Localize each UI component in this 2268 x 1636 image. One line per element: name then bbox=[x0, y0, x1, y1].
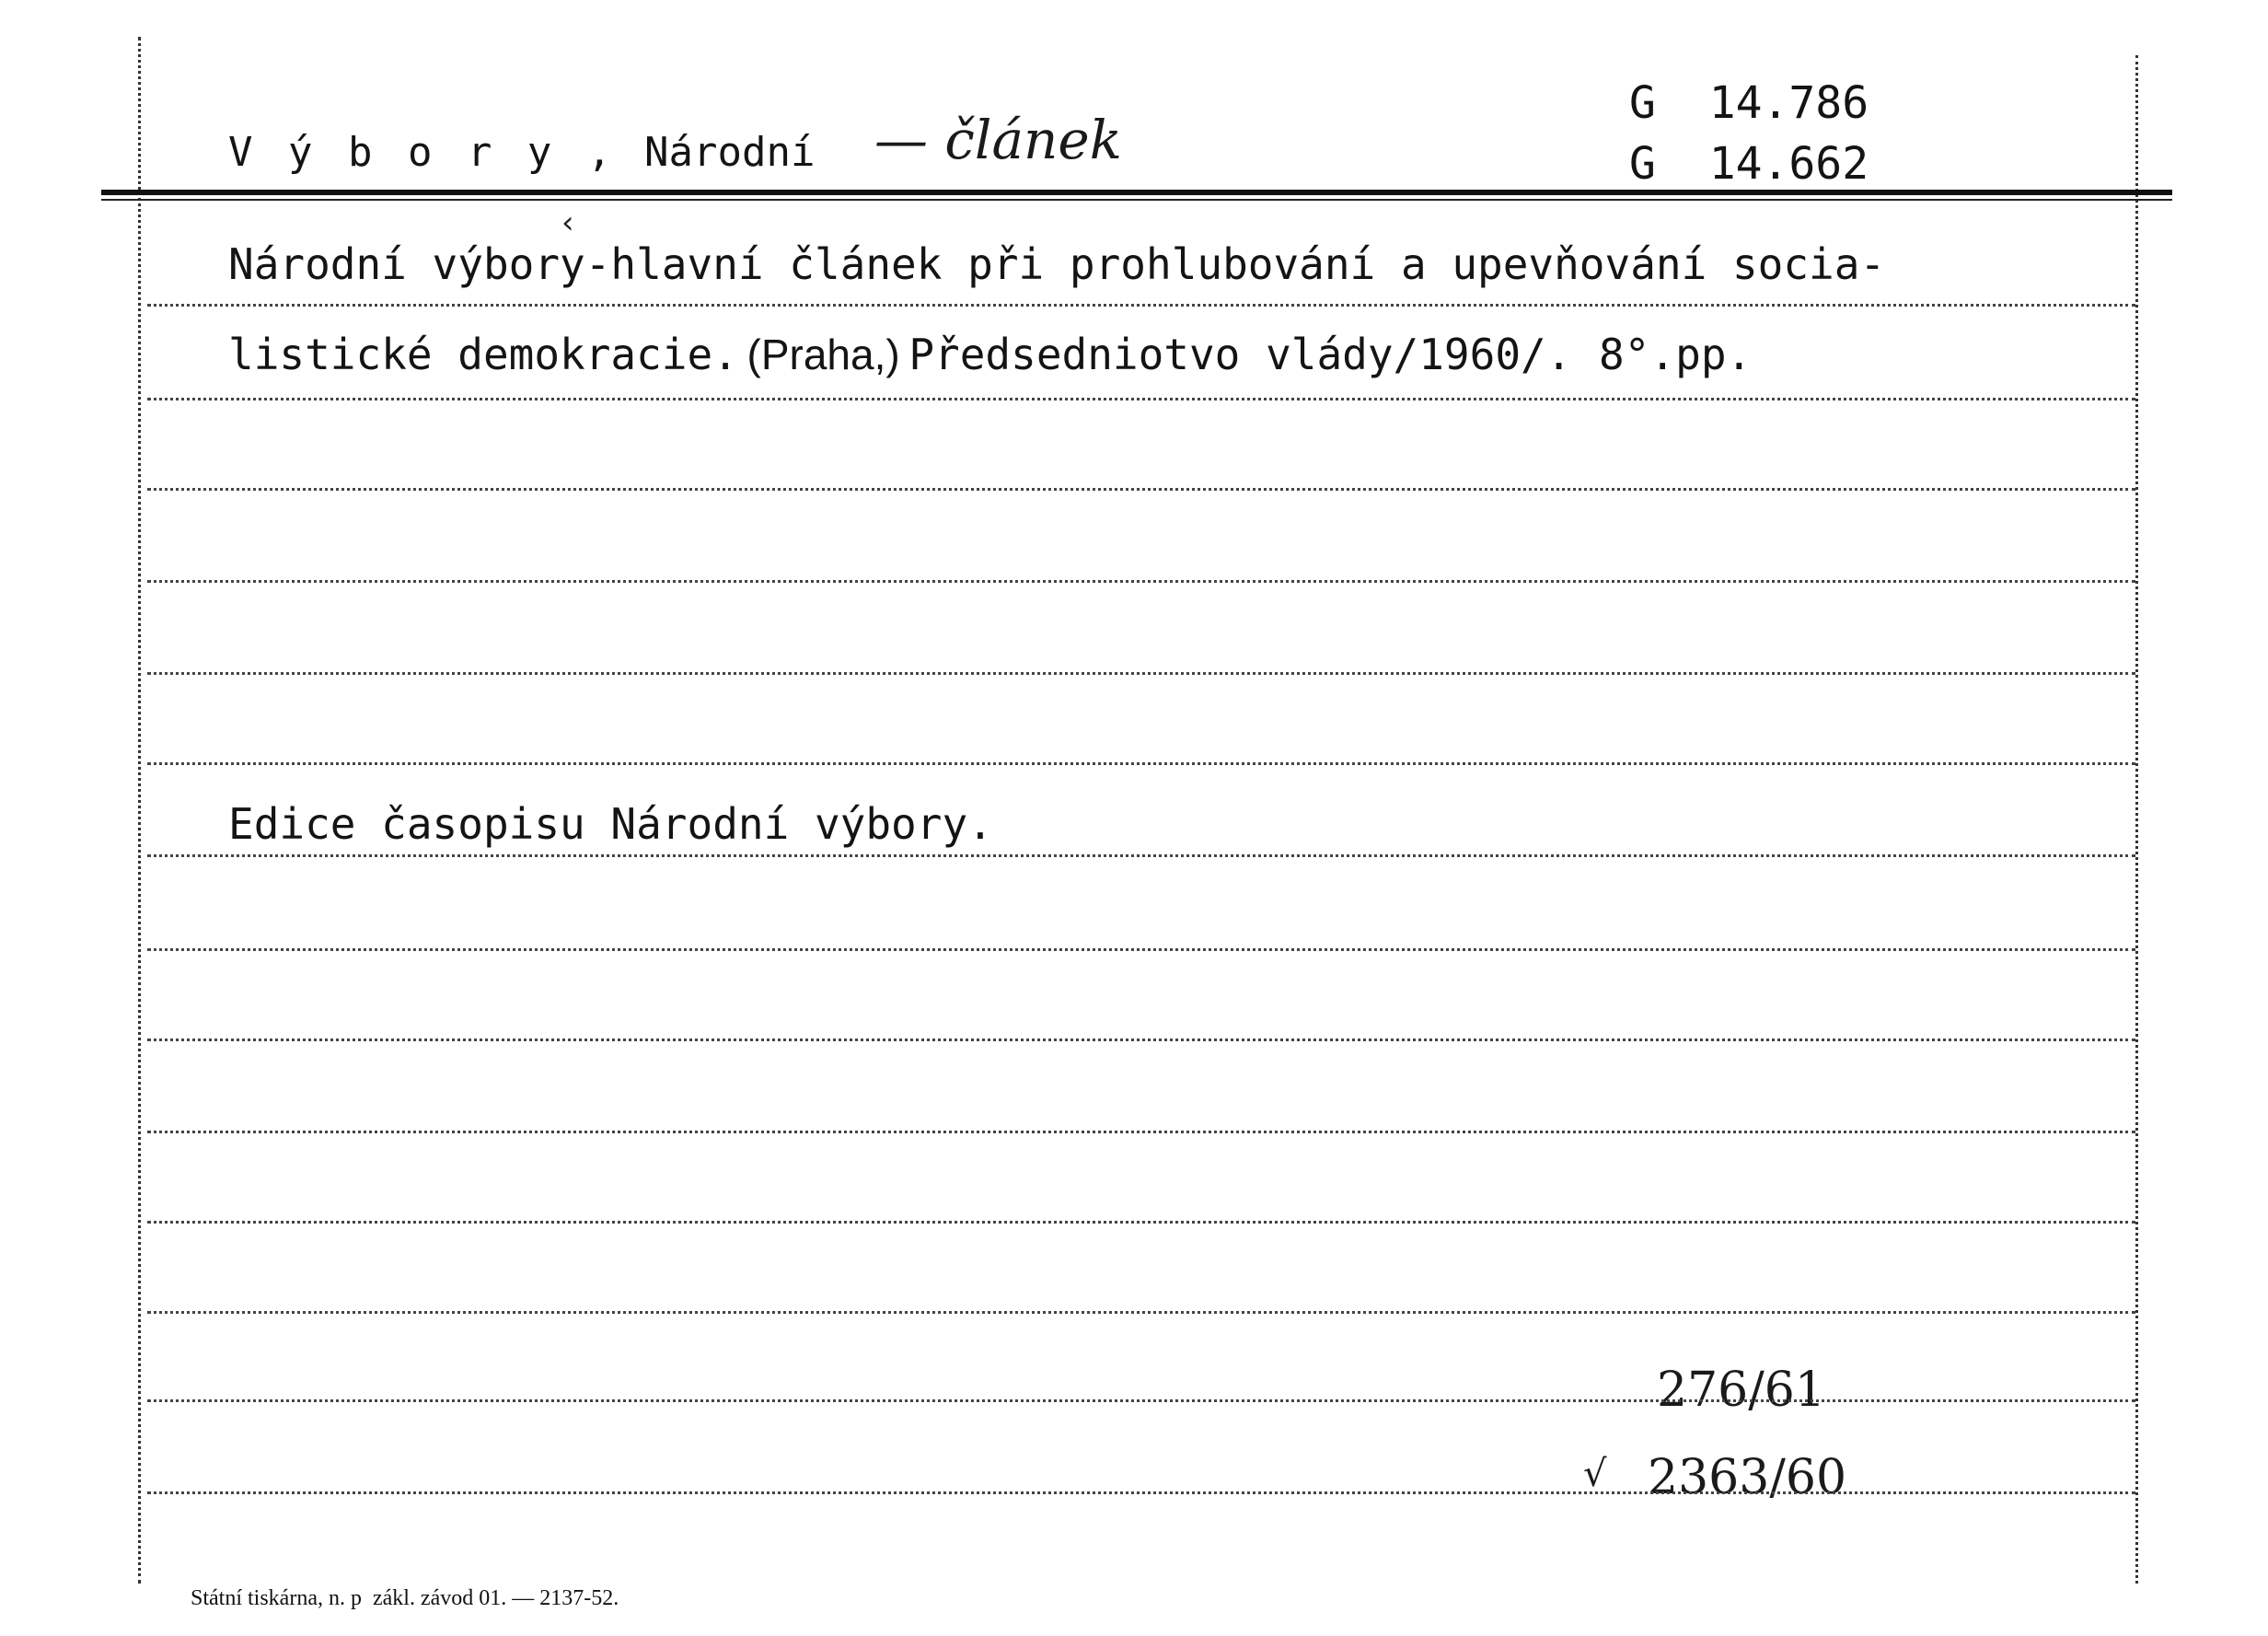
left-margin-line bbox=[138, 37, 141, 1584]
ruled-line bbox=[147, 1491, 2135, 1494]
heading-name: Národní bbox=[644, 129, 816, 176]
ruled-line bbox=[147, 762, 2135, 765]
right-margin-line bbox=[2135, 55, 2138, 1584]
ruled-line bbox=[147, 488, 2135, 491]
caret-mark: ‹ bbox=[561, 204, 574, 241]
heading-rule bbox=[101, 190, 2172, 195]
ruled-line bbox=[147, 672, 2135, 675]
printer-imprint: Státní tiskárna, n. p zákl. závod 01. — 2137-52. bbox=[191, 1586, 619, 1610]
ruled-line bbox=[147, 1399, 2135, 1402]
accession-number-2: 2363/60 bbox=[1648, 1450, 1847, 1505]
ruled-line bbox=[147, 854, 2135, 857]
title-line-1: Národní výbory-hlavní článek při prohlubování a upevňování socia- bbox=[228, 239, 1886, 289]
series-note: Edice časopisu Národní výbory. bbox=[228, 799, 993, 849]
heading-subject: V ý b o r y , bbox=[228, 129, 618, 176]
ruled-line bbox=[147, 1038, 2135, 1041]
ruled-line bbox=[147, 580, 2135, 583]
ruled-line bbox=[147, 1221, 2135, 1224]
imprint-place: (Praha,) bbox=[746, 331, 900, 378]
ruled-line bbox=[147, 398, 2135, 400]
accession-number-1: 276/61 bbox=[1657, 1363, 1825, 1418]
call-number-2: G 14.662 bbox=[1629, 138, 1869, 190]
call-number-1: G 14.786 bbox=[1629, 77, 1869, 129]
ruled-line bbox=[147, 304, 2135, 307]
ruled-line bbox=[147, 1311, 2135, 1314]
imprint-rest: Předsedniotvo vlády/1960/. bbox=[908, 330, 1572, 379]
title-line-2 bbox=[228, 330, 1752, 379]
handwritten-note: — článek bbox=[874, 109, 1122, 171]
accession-checkmark: √ bbox=[1583, 1453, 1607, 1495]
title-end: listické demokracie. bbox=[228, 330, 738, 379]
format: 8°.pp. bbox=[1599, 330, 1753, 379]
ruled-line bbox=[147, 948, 2135, 951]
heading-rule-thin bbox=[101, 199, 2172, 201]
ruled-line bbox=[147, 1131, 2135, 1133]
